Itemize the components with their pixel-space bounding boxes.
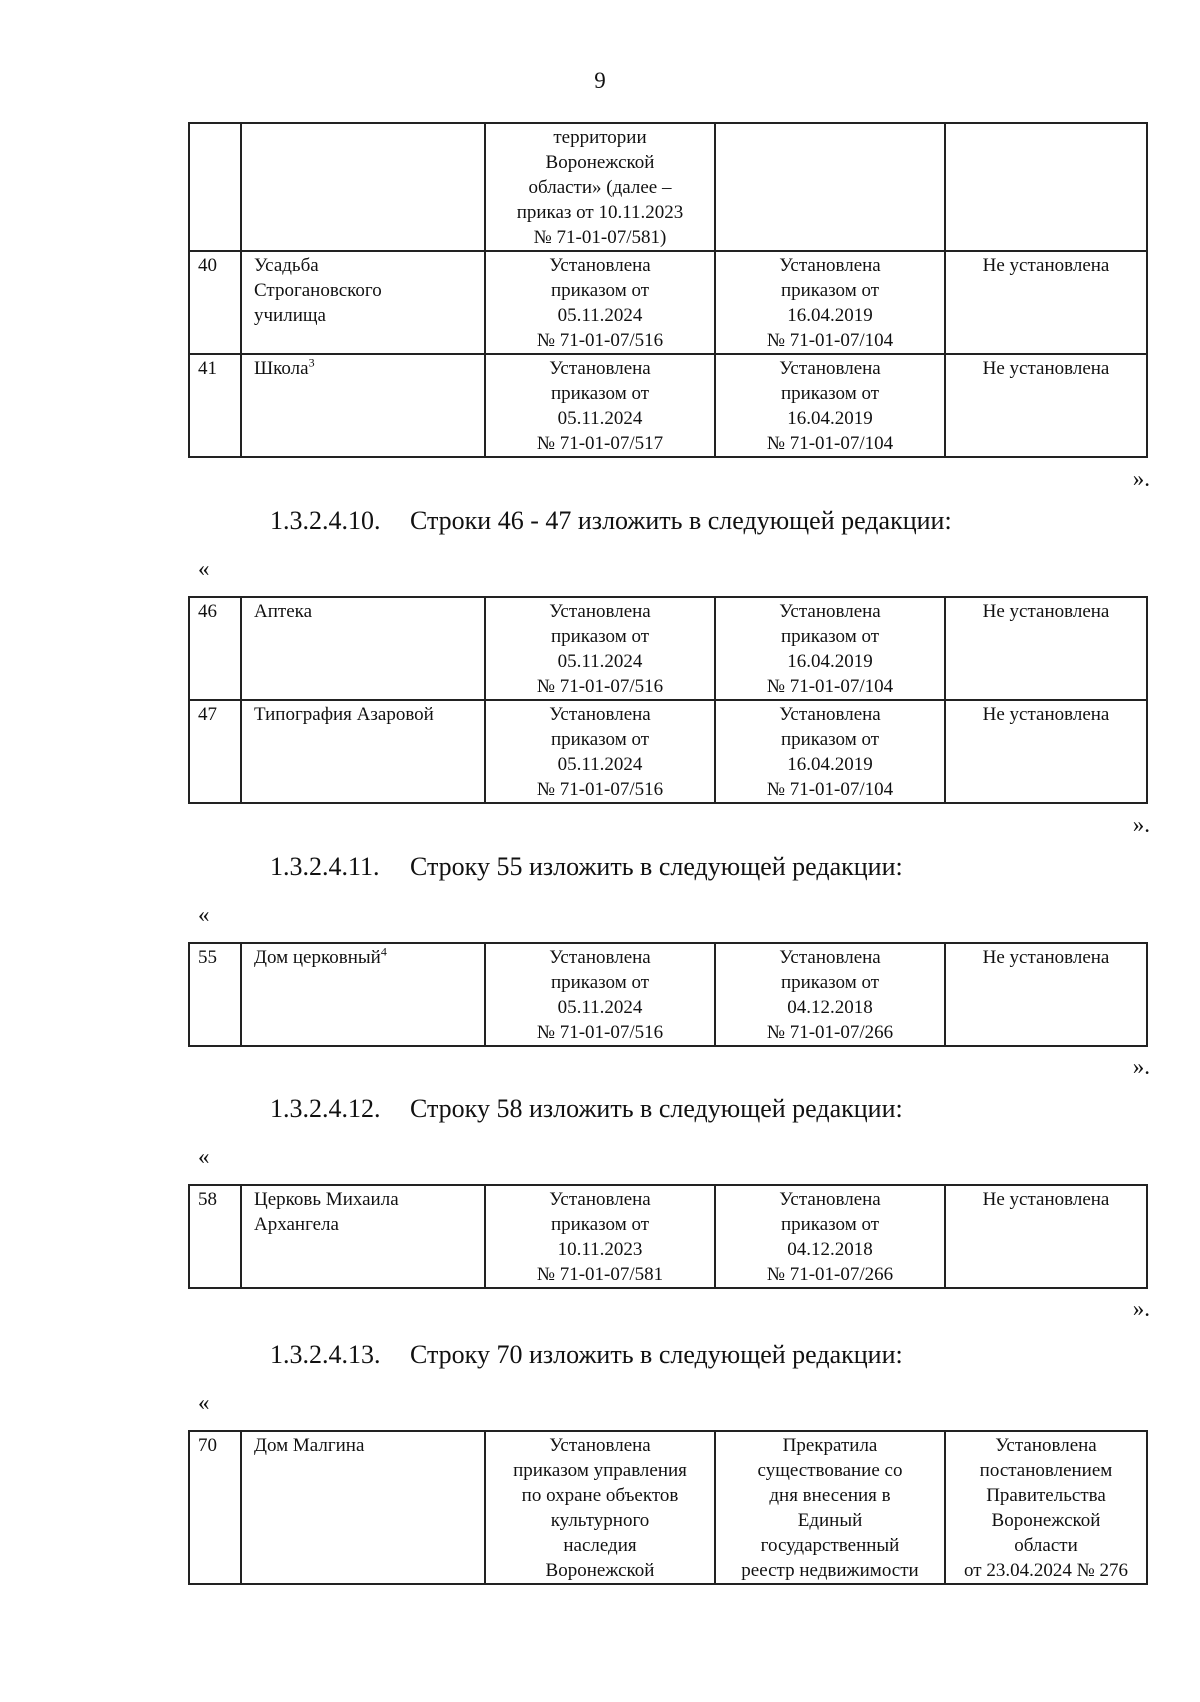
- cell-text: 58: [198, 1189, 217, 1210]
- footnote-marker: 3: [308, 355, 315, 370]
- cell-text: Установлена приказом от 10.11.2023 № 71-01-07/581: [536, 1189, 664, 1285]
- cell-text: Аптека: [254, 601, 313, 622]
- row-number-cell: [189, 123, 241, 251]
- section-number: 1.3.2.4.12.: [270, 1094, 381, 1123]
- cell-text: Установлена приказом от 05.11.2024 № 71-01-07/516: [536, 601, 664, 697]
- closing-quote: ».: [1132, 812, 1150, 837]
- opening-quote: «: [198, 556, 210, 581]
- table-row: [189, 943, 1147, 1046]
- row-number-cell: [189, 251, 241, 354]
- cell-text: Церковь Михаила Архангела: [254, 1189, 399, 1235]
- zone-regime-cell: [945, 354, 1147, 457]
- territory-boundary-cell: [485, 1431, 715, 1584]
- cell-text: 40: [198, 255, 217, 276]
- page-number: 9: [594, 68, 606, 93]
- amendment-table-rows-46-47: [188, 596, 1148, 804]
- object-name-cell: [241, 597, 485, 700]
- section-number: 1.3.2.4.13.: [270, 1340, 381, 1369]
- protection-zone-cell: [715, 1185, 945, 1288]
- object-name-cell: [241, 251, 485, 354]
- cell-text: Установлена приказом от 05.11.2024 № 71-01-07/516: [536, 947, 664, 1043]
- amendment-table-row-70: [188, 1430, 1148, 1585]
- cell-text: 70: [198, 1435, 217, 1456]
- opening-quote: «: [198, 1390, 210, 1415]
- object-name-cell: [241, 123, 485, 251]
- row-number-cell: [189, 943, 241, 1046]
- section-text: Строку 58 изложить в следующей редакции:: [410, 1094, 903, 1123]
- territory-boundary-cell: [485, 597, 715, 700]
- section-text: Строки 46 - 47 изложить в следующей редакции:: [410, 506, 952, 535]
- cell-text: Не установлена: [982, 601, 1110, 622]
- section-text: Строку 55 изложить в следующей редакции:: [410, 852, 903, 881]
- cell-text: Типография Азаровой: [254, 704, 434, 725]
- zone-regime-cell: [945, 123, 1147, 251]
- protection-zone-cell: [715, 354, 945, 457]
- opening-quote: «: [198, 902, 210, 927]
- closing-quote: ».: [1132, 466, 1150, 491]
- table-row: [189, 251, 1147, 354]
- cell-text: Дом церковный: [254, 947, 381, 968]
- table-row: [189, 597, 1147, 700]
- amendment-table-rows-40-41: [188, 122, 1148, 458]
- cell-text: Школа: [254, 358, 309, 379]
- row-number-cell: [189, 700, 241, 803]
- cell-text: Установлена приказом управления по охране объектов культурного наследия Воронежской: [513, 1435, 687, 1581]
- object-name-cell: [241, 354, 485, 457]
- cell-text: Установлена приказом от 05.11.2024 № 71-01-07/517: [536, 358, 664, 454]
- cell-text: Установлена приказом от 16.04.2019 № 71-01-07/104: [766, 358, 894, 454]
- object-name-cell: [241, 943, 485, 1046]
- amendment-table-row-55: [188, 942, 1148, 1047]
- section-number: 1.3.2.4.11.: [270, 852, 380, 881]
- cell-text: Установлена приказом от 05.11.2024 № 71-01-07/516: [536, 255, 664, 351]
- table-row: [189, 1185, 1147, 1288]
- territory-boundary-cell: [485, 354, 715, 457]
- cell-text: 41: [198, 358, 217, 379]
- cell-text: Установлена приказом от 16.04.2019 № 71-01-07/104: [766, 704, 894, 800]
- cell-text: Усадьба Строгановского училища: [254, 255, 382, 326]
- closing-quote: ».: [1132, 1054, 1150, 1079]
- opening-quote: «: [198, 1144, 210, 1169]
- territory-boundary-cell: [485, 1185, 715, 1288]
- cell-text: Установлена приказом от 04.12.2018 № 71-01-07/266: [766, 947, 894, 1043]
- zone-regime-cell: [945, 1185, 1147, 1288]
- cell-text: Не установлена: [982, 947, 1110, 968]
- territory-boundary-cell: [485, 123, 715, 251]
- table-row: [189, 1431, 1147, 1584]
- object-name-cell: [241, 1431, 485, 1584]
- row-number-cell: [189, 1431, 241, 1584]
- protection-zone-cell: [715, 1431, 945, 1584]
- table-row: [189, 700, 1147, 803]
- table-row: [189, 123, 1147, 251]
- cell-text: Не установлена: [982, 704, 1110, 725]
- section-text: Строку 70 изложить в следующей редакции:: [410, 1340, 903, 1369]
- row-number-cell: [189, 1185, 241, 1288]
- zone-regime-cell: [945, 1431, 1147, 1584]
- zone-regime-cell: [945, 251, 1147, 354]
- object-name-cell: [241, 1185, 485, 1288]
- closing-quote: ».: [1132, 1296, 1150, 1321]
- section-heading-10: [270, 506, 952, 536]
- zone-regime-cell: [945, 700, 1147, 803]
- cell-text: Установлена постановлением Правительства Воронежской области от 23.04.2024 № 276: [964, 1435, 1128, 1581]
- amendment-table-row-58: [188, 1184, 1148, 1289]
- section-heading-13: [270, 1340, 903, 1370]
- protection-zone-cell: [715, 123, 945, 251]
- row-number-cell: [189, 597, 241, 700]
- cell-text: Не установлена: [982, 358, 1110, 379]
- footnote-marker: 4: [380, 944, 387, 959]
- cell-text: Не установлена: [982, 1189, 1110, 1210]
- cell-text: 47: [198, 704, 217, 725]
- cell-text: Установлена приказом от 05.11.2024 № 71-01-07/516: [536, 704, 664, 800]
- cell-text: Установлена приказом от 04.12.2018 № 71-01-07/266: [766, 1189, 894, 1285]
- cell-text: Не установлена: [982, 255, 1110, 276]
- cell-text: Дом Малгина: [254, 1435, 365, 1456]
- territory-boundary-cell: [485, 700, 715, 803]
- section-heading-11: [270, 852, 903, 882]
- cell-text: территории Воронежской области» (далее – приказ от 10.11.2023 № 71-01-07/581): [516, 127, 684, 248]
- zone-regime-cell: [945, 943, 1147, 1046]
- protection-zone-cell: [715, 700, 945, 803]
- cell-text: Установлена приказом от 16.04.2019 № 71-01-07/104: [766, 601, 894, 697]
- cell-text: Установлена приказом от 16.04.2019 № 71-01-07/104: [766, 255, 894, 351]
- territory-boundary-cell: [485, 943, 715, 1046]
- section-number: 1.3.2.4.10.: [270, 506, 381, 535]
- protection-zone-cell: [715, 597, 945, 700]
- territory-boundary-cell: [485, 251, 715, 354]
- object-name-cell: [241, 700, 485, 803]
- protection-zone-cell: [715, 943, 945, 1046]
- row-number-cell: [189, 354, 241, 457]
- table-row: [189, 354, 1147, 457]
- protection-zone-cell: [715, 251, 945, 354]
- section-heading-12: [270, 1094, 903, 1124]
- cell-text: Прекратила существование со дня внесения в Единый государственный реестр недвижимости: [741, 1435, 919, 1581]
- cell-text: 55: [198, 947, 217, 968]
- cell-text: 46: [198, 601, 217, 622]
- zone-regime-cell: [945, 597, 1147, 700]
